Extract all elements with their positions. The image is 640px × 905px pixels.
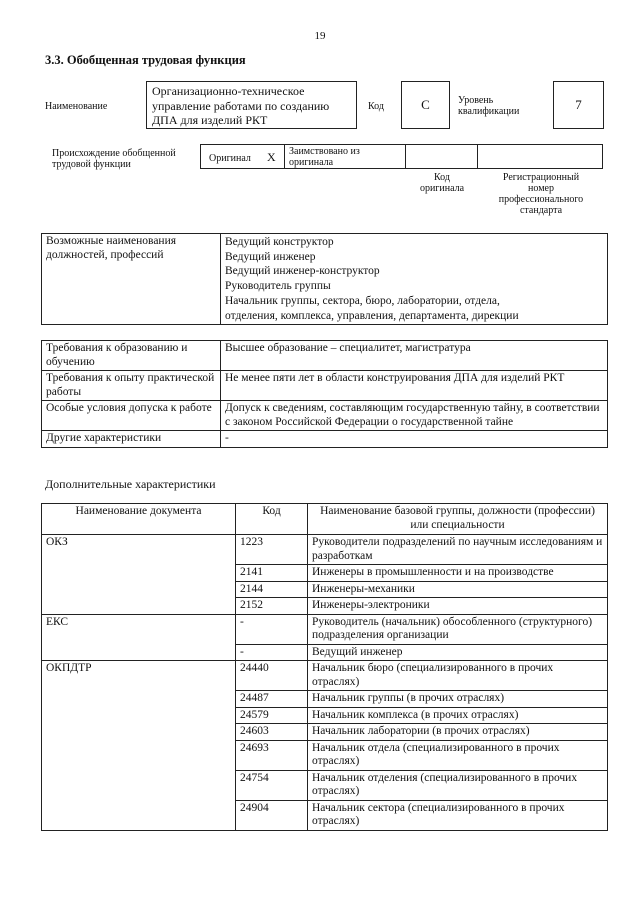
code-cell: 24440 [236,661,308,691]
requirements-table [41,340,608,448]
requirement-label: Требования к образованию и обучению [42,341,221,371]
name-line: ДПА для изделий РКТ [152,113,268,127]
code-cell: 24487 [236,691,308,708]
requirement-row [42,431,608,448]
code-cell: 1223 [236,535,308,565]
requirement-row [42,371,608,401]
requirement-value: Высшее образование – специалитет, магистратура [221,341,608,371]
positions-table [41,233,608,325]
level-label-line: Уровень [458,95,494,106]
code-label: Код [368,101,384,112]
requirement-row [42,341,608,371]
reg-caption-line: Регистрационный [502,172,580,183]
code-cell: 24579 [236,707,308,724]
code-cell: 24754 [236,770,308,800]
positions-label-line: должностей, профессий [46,248,164,261]
additional-title: Дополнительные характеристики [45,477,216,491]
code-cell: 24693 [236,740,308,770]
level-label-line: квалификации [458,106,520,117]
code-cell: 24904 [236,800,308,830]
requirement-label: Другие характеристики [42,431,221,448]
doc-cell: ЕКС [42,614,236,661]
name-cell: Инженеры-электроники [308,598,608,615]
name-line: Организационно-техническое [152,84,305,98]
requirement-label: Особые условия допуска к работе [42,401,221,431]
reg-caption-line: профессионального [498,194,584,205]
code-cell: - [236,614,308,644]
code-cell: 2144 [236,581,308,598]
requirement-label: Требования к опыту практической работы [42,371,221,401]
requirement-value: Не менее пяти лет в области конструирования ДПА для изделий РКТ [221,371,608,401]
doc-cell: ОКЗ [42,535,236,615]
reg-caption-line: номер [528,183,554,194]
code-caption [405,172,479,194]
origin-label [52,148,176,170]
requirement-value: - [221,431,608,448]
table-row [42,661,608,691]
doc-cell: ОКПДТР [42,661,236,831]
name-cell: Руководители подразделений по научным исследованиям и разработкам [308,535,608,565]
origin-box [200,144,603,169]
original-mark: X [267,150,276,164]
code-caption-line: Код [434,172,450,183]
name-cell: Инженеры-механики [308,581,608,598]
requirement-row [42,401,608,431]
borrowed-label [289,146,360,168]
position-item: отделения, комплекса, управления, департамента, дирекции [225,309,519,322]
level-value: 7 [553,81,604,129]
position-item: Ведущий инженер [225,250,316,263]
code-cell: 2152 [236,598,308,615]
name-cell: Инженеры в промышленности и на производстве [308,565,608,582]
level-label [458,95,519,117]
position-item: Ведущий инженер-конструктор [225,265,380,278]
name-line: управление работами по созданию [152,98,330,113]
page-number: 19 [314,30,326,42]
code-value: C [401,81,450,129]
position-item: Руководитель группы [225,280,331,293]
borrowed-line: оригинала [289,157,334,168]
name-cell: Ведущий инженер [308,644,608,661]
name-cell: Руководитель (начальник) обособленного (структурного) подразделения организации [308,614,608,644]
reg-caption [480,172,602,216]
table-row [42,614,608,644]
origin-label-line: Происхождение обобщенной [52,148,176,159]
header-name: Наименование базовой группы, должности (профессии) или специальности [308,504,608,535]
name-cell: Начальник бюро (специализированного в прочих отраслях) [308,661,608,691]
position-item: Ведущий конструктор [225,236,334,248]
header-code: Код [236,504,308,535]
positions-list [221,234,608,325]
name-cell: Начальник отделения (специализированного в прочих отраслях) [308,770,608,800]
name-cell: Начальник отдела (специализированного в прочих отраслях) [308,740,608,770]
header-doc: Наименование документа [42,504,236,535]
position-item: Начальник группы, сектора, бюро, лаборатории, отдела, [225,294,500,307]
additional-header-row [42,504,608,535]
section-title: 3.3. Обобщенная трудовая функция [45,53,246,67]
original-label: Оригинал [209,153,251,164]
name-cell: Начальник лаборатории (в прочих отраслях) [308,724,608,741]
table-row [42,535,608,565]
code-caption-line: оригинала [419,183,465,194]
positions-label [42,234,221,325]
additional-table [41,503,608,831]
reg-caption-line: стандарта [519,205,563,216]
name-cell: Начальник сектора (специализированного в прочих отраслях) [308,800,608,830]
requirement-value: Допуск к сведениям, составляющим государственную тайну, в соответствии с законом Российской Федерации о государственной тайне [221,401,608,431]
code-cell: - [236,644,308,661]
name-cell: Начальник комплекса (в прочих отраслях) [308,707,608,724]
name-box [146,81,357,129]
origin-label-line: трудовой функции [52,159,131,170]
code-cell: 2141 [236,565,308,582]
name-label: Наименование [45,101,108,112]
code-cell: 24603 [236,724,308,741]
name-cell: Начальник группы (в прочих отраслях) [308,691,608,708]
positions-label-line: Возможные наименования [46,235,177,247]
borrowed-line: Заимствовано из [289,146,360,157]
